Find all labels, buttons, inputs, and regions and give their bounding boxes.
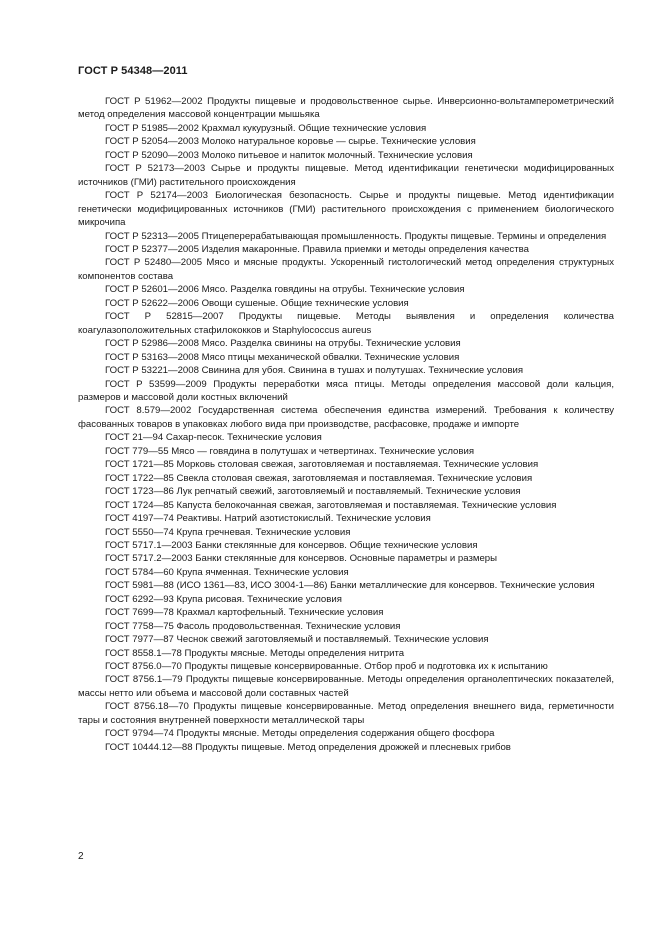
page-number: 2 (78, 851, 84, 862)
reference-item: ГОСТ 10444.12—88 Продукты пищевые. Метод определения дрожжей и плесневых грибов (105, 741, 511, 753)
reference-item: ГОСТ 1723—86 Лук репчатый свежий, заготовляемый и поставляемый. Технические условия (105, 486, 521, 498)
reference-item: ГОСТ Р 53221—2008 Свинина для убоя. Свинина в тушах и полутушах. Технические условия (105, 365, 524, 377)
reference-item: ГОСТ 4197—74 Реактивы. Натрий азотистокислый. Технические условия (105, 513, 431, 525)
reference-item: ГОСТ 7699—78 Крахмал картофельный. Технические условия (105, 607, 384, 619)
reference-item: ГОСТ 1722—85 Свекла столовая свежая, заготовляемая и поставляемая. Технические условия (105, 472, 533, 484)
page-header-standard-number: ГОСТ Р 54348—2011 (78, 65, 188, 77)
reference-item: ГОСТ Р 52090—2003 Молоко питьевое и напиток молочный. Технические условия (105, 149, 473, 161)
reference-item: ГОСТ 21—94 Сахар-песок. Технические условия (105, 432, 322, 444)
reference-item: ГОСТ 8558.1—78 Продукты мясные. Методы определения нитрита (105, 647, 405, 659)
reference-item: ГОСТ 7758—75 Фасоль продовольственная. Технические условия (105, 620, 401, 632)
reference-item: ГОСТ 5717.1—2003 Банки стеклянные для консервов. Общие технические условия (105, 539, 478, 551)
reference-item: ГОСТ Р 52815—2007 Продукты пищевые. Методы выявления и определения количества коагулазоположительных стафилококков и Staphylococcus aureus (78, 311, 614, 336)
reference-item: ГОСТ Р 52480—2005 Мясо и мясные продукты. Ускоренный гистологический метод определения структурных компонентов состава (78, 257, 614, 282)
reference-item: ГОСТ 8756.0—70 Продукты пищевые консервированные. Отбор проб и подготовка их к испытанию (105, 661, 548, 673)
reference-item: ГОСТ Р 53599—2009 Продукты переработки мяса птицы. Методы определения массовой доли кальция, размеров и массовой доли костных включений (78, 378, 614, 403)
reference-item: ГОСТ Р 52601—2006 Мясо. Разделка говядины на отрубы. Технические условия (105, 284, 465, 296)
reference-item: ГОСТ 5717.2—2003 Банки стеклянные для консервов. Основные параметры и размеры (105, 553, 498, 565)
reference-item: ГОСТ Р 51962—2002 Продукты пищевые и продовольственное сырье. Инверсионно-вольтамперометрический метод определения массовой концентрации мышьяка (78, 96, 614, 121)
reference-item: ГОСТ Р 53163—2008 Мясо птицы механической обвалки. Технические условия (105, 351, 460, 363)
reference-item: ГОСТ 8756.1—79 Продукты пищевые консервированные. Методы определения органолептических показателей, массы нетто или объема и массовой доли составных частей (78, 674, 614, 699)
reference-item: ГОСТ 9794—74 Продукты мясные. Методы определения содержания общего фосфора (105, 728, 495, 740)
reference-item: ГОСТ 5981—88 (ИСО 1361—83, ИСО 3004-1—86) Банки металлические для консервов. Технические условия (105, 580, 595, 592)
reference-item: ГОСТ Р 52054—2003 Молоко натуральное коровье — сырье. Технические условия (105, 136, 476, 148)
reference-item: ГОСТ 1724—85 Капуста белокочанная свежая, заготовляемая и поставляемая. Технические условия (105, 499, 557, 511)
reference-item: ГОСТ 8.579—2002 Государственная система обеспечения единства измерений. Требования к количеству фасованных товаров в упаковках любого вида при производстве, расфасовке, продаже и импорте (78, 405, 614, 430)
reference-item: ГОСТ Р 52173—2003 Сырье и продукты пищевые. Метод идентификации генетически модифицированных источников (ГМИ) растительного происхождения (78, 163, 614, 188)
reference-item: ГОСТ 7977—87 Чеснок свежий заготовляемый и поставляемый. Технические условия (105, 634, 489, 646)
reference-item: ГОСТ 5550—74 Крупа гречневая. Технические условия (105, 526, 351, 538)
reference-item: ГОСТ 1721—85 Морковь столовая свежая, заготовляемая и поставляемая. Технические условия (105, 459, 539, 471)
reference-item: ГОСТ Р 51985—2002 Крахмал кукурузный. Общие технические условия (105, 122, 427, 134)
reference-item: ГОСТ 8756.18—70 Продукты пищевые консервированные. Метод определения внешнего вида, герметичности тары и состояния внутренней поверхности металлической тары (78, 701, 614, 726)
reference-item: ГОСТ 779—55 Мясо — говядина в полутушах и четвертинах. Технические условия (105, 445, 475, 457)
reference-item: ГОСТ Р 52377—2005 Изделия макаронные. Правила приемки и методы определения качества (105, 243, 529, 255)
reference-item: ГОСТ 6292—93 Крупа рисовая. Технические условия (105, 593, 342, 605)
reference-item: ГОСТ Р 52986—2008 Мясо. Разделка свинины на отрубы. Технические условия (105, 338, 461, 350)
reference-item: ГОСТ 5784—60 Крупа ячменная. Технические условия (105, 566, 349, 578)
reference-item: ГОСТ Р 52174—2003 Биологическая безопасность. Сырье и продукты пищевые. Метод идентификации генетически модифицированных источников (ГМИ) растительного происхождения с применением биологического микрочипа (78, 190, 614, 229)
reference-item: ГОСТ Р 52622—2006 Овощи сушеные. Общие технические условия (105, 297, 409, 309)
reference-item: ГОСТ Р 52313—2005 Птицеперерабатывающая промышленность. Продукты пищевые. Термины и определения (105, 230, 607, 242)
normative-references-list (78, 95, 614, 754)
